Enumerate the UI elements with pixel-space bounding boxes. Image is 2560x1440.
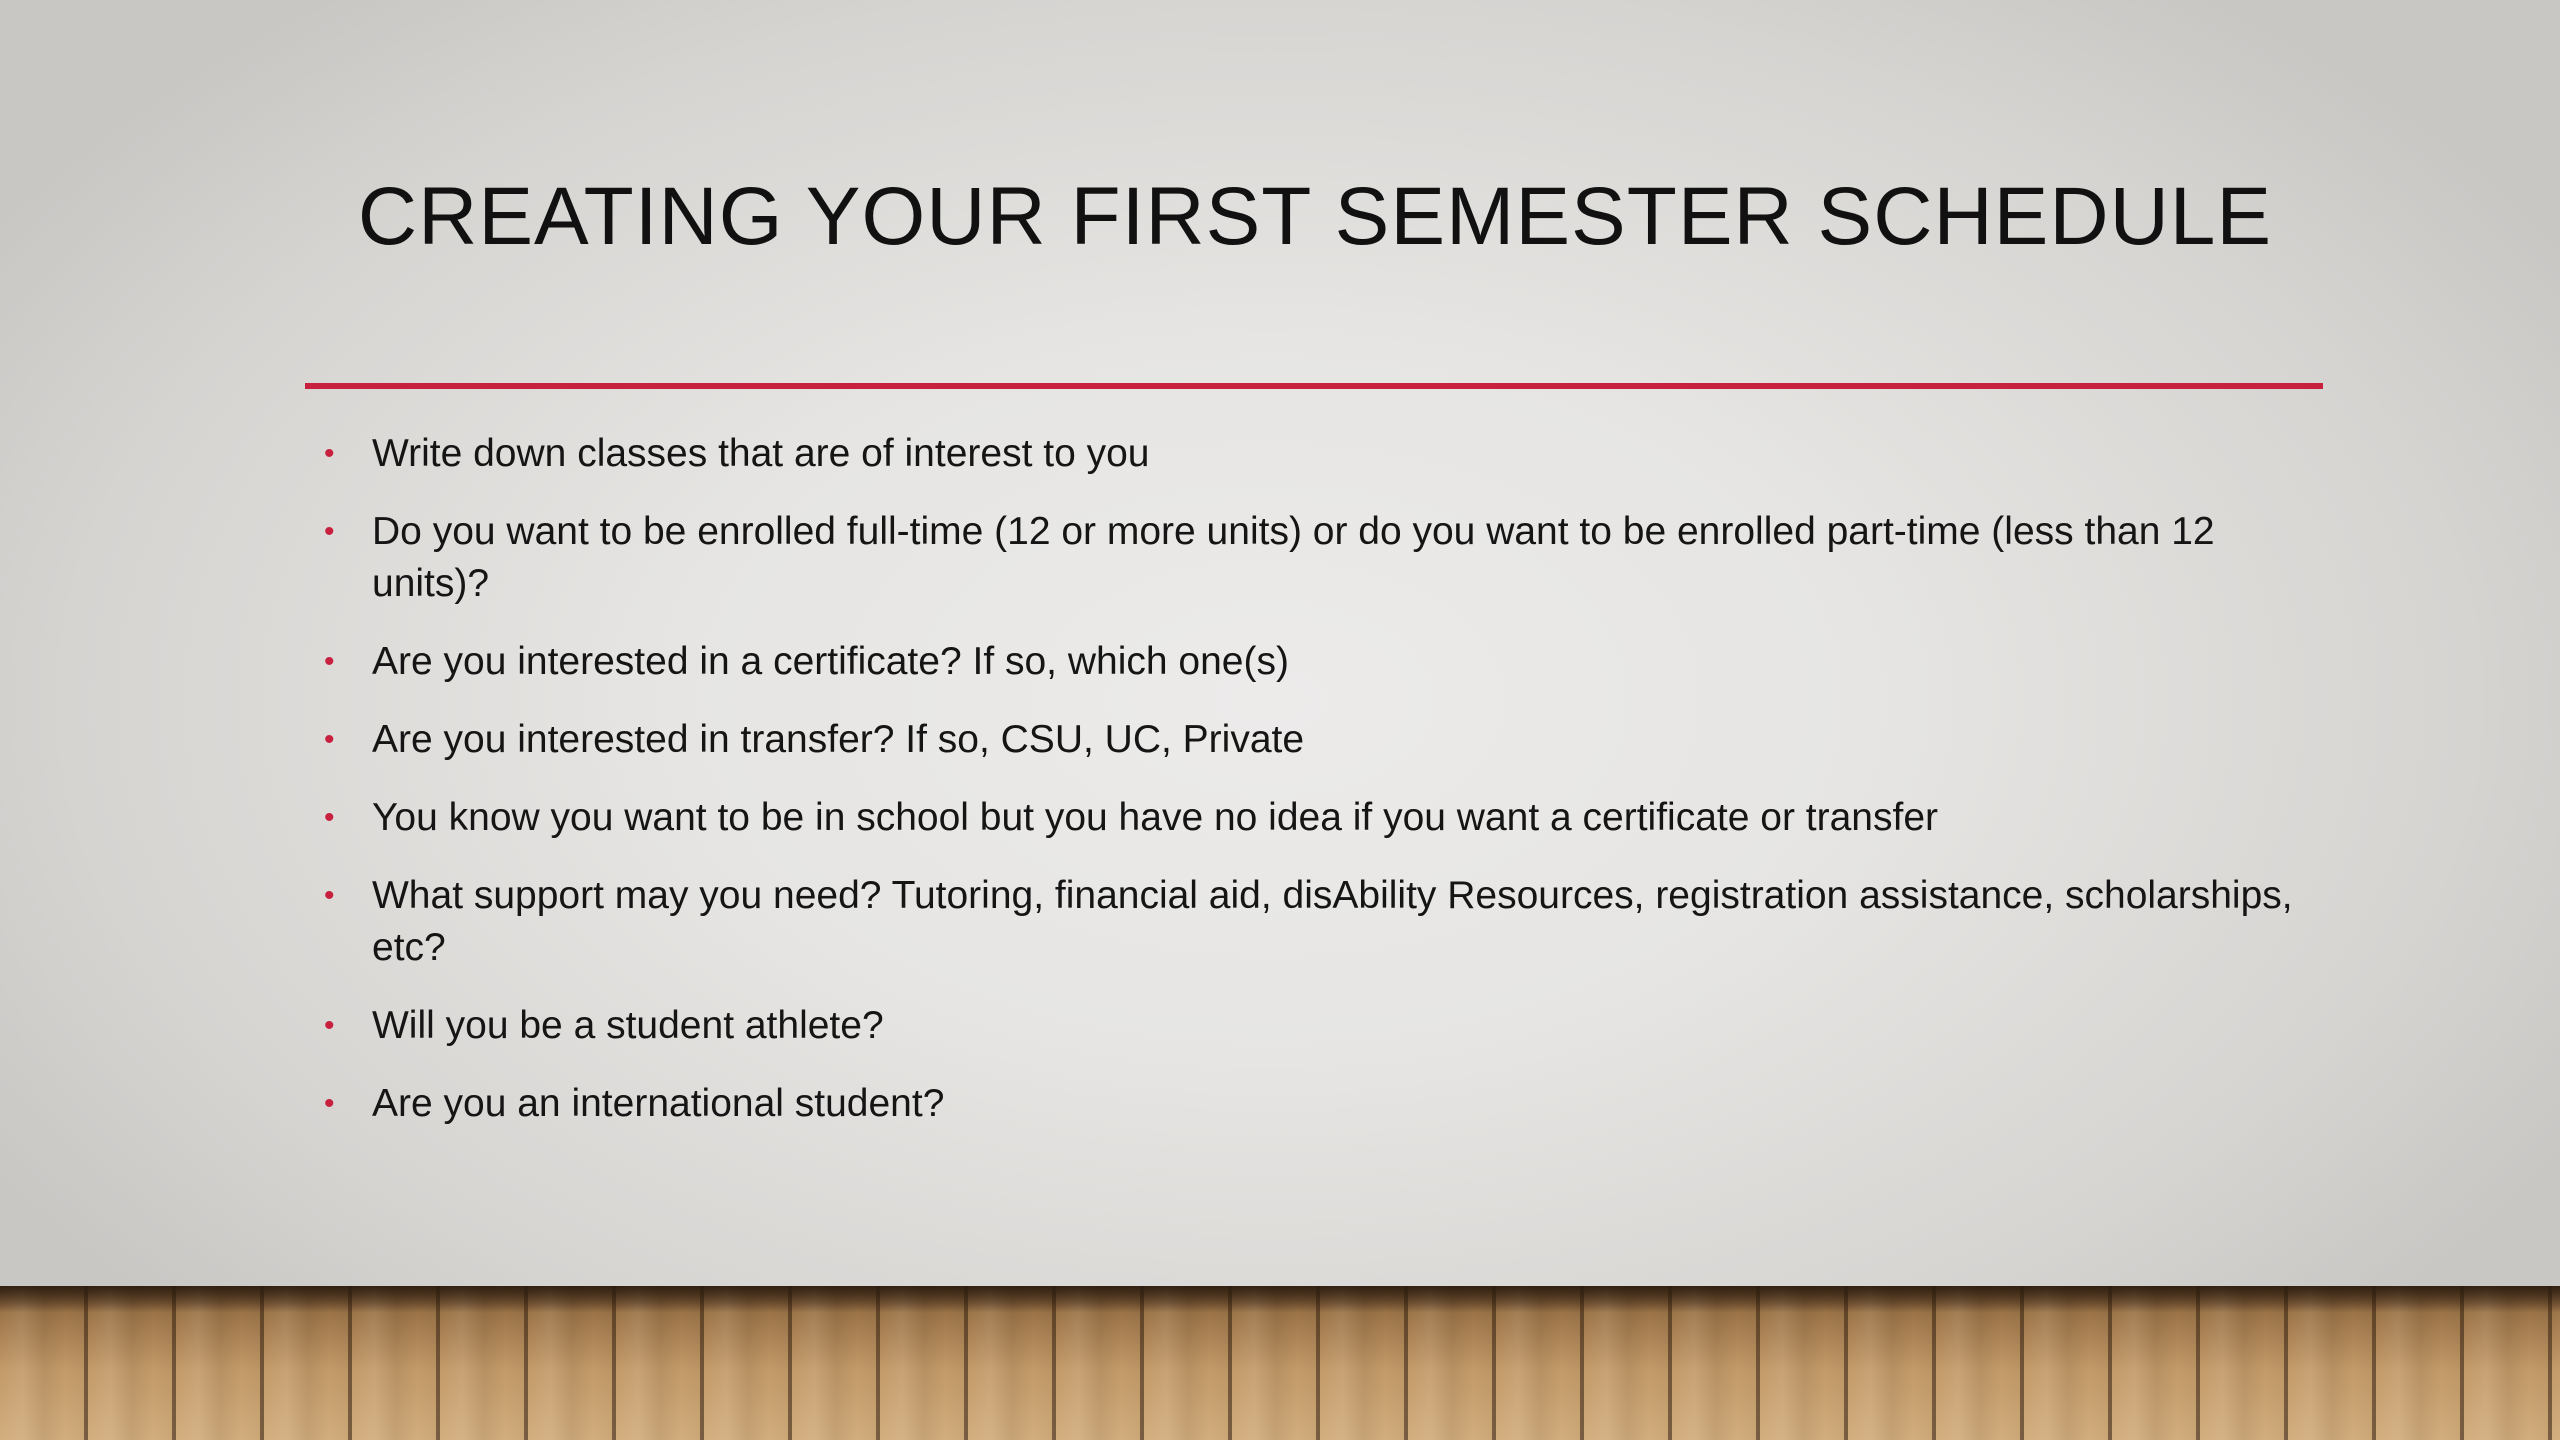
bullet-icon: •	[324, 723, 335, 756]
slide-title: CREATING YOUR FIRST SEMESTER SCHEDULE	[357, 171, 2273, 262]
bullet-icon: •	[324, 879, 335, 912]
bullet-list	[320, 428, 2320, 1156]
bullet-text: Do you want to be enrolled full-time (12 or more units) or do you want to be enrolled part-time (less than 12 units)?	[372, 510, 2215, 605]
list-item	[320, 870, 2320, 974]
list-item	[320, 1000, 2320, 1052]
list-item	[320, 636, 2320, 688]
bullet-icon: •	[324, 437, 335, 470]
bullet-text: You know you want to be in school but you have no idea if you want a certificate or transfer	[372, 796, 1938, 839]
list-item	[320, 428, 2320, 480]
wood-floor	[0, 1286, 2560, 1440]
list-item	[320, 714, 2320, 766]
bullet-text: Write down classes that are of interest to you	[372, 432, 1150, 475]
title-divider	[305, 383, 2323, 389]
list-item	[320, 1078, 2320, 1130]
list-item	[320, 506, 2320, 610]
bullet-text: Are you interested in a certificate? If so, which one(s)	[372, 640, 1289, 683]
floor-shadow	[0, 1286, 2560, 1312]
bullet-icon: •	[324, 1009, 335, 1042]
bullet-text: Are you interested in transfer? If so, CSU, UC, Private	[372, 718, 1305, 761]
bullet-icon: •	[324, 645, 335, 678]
bullet-icon: •	[324, 1087, 335, 1120]
bullet-icon: •	[324, 801, 335, 834]
bullet-text: Are you an international student?	[372, 1082, 945, 1125]
list-item	[320, 792, 2320, 844]
bullet-text: Will you be a student athlete?	[372, 1004, 884, 1047]
bullet-icon: •	[324, 515, 335, 548]
bullet-text: What support may you need? Tutoring, financial aid, disAbility Resources, registration assistance, scholarships, etc?	[372, 874, 2293, 969]
